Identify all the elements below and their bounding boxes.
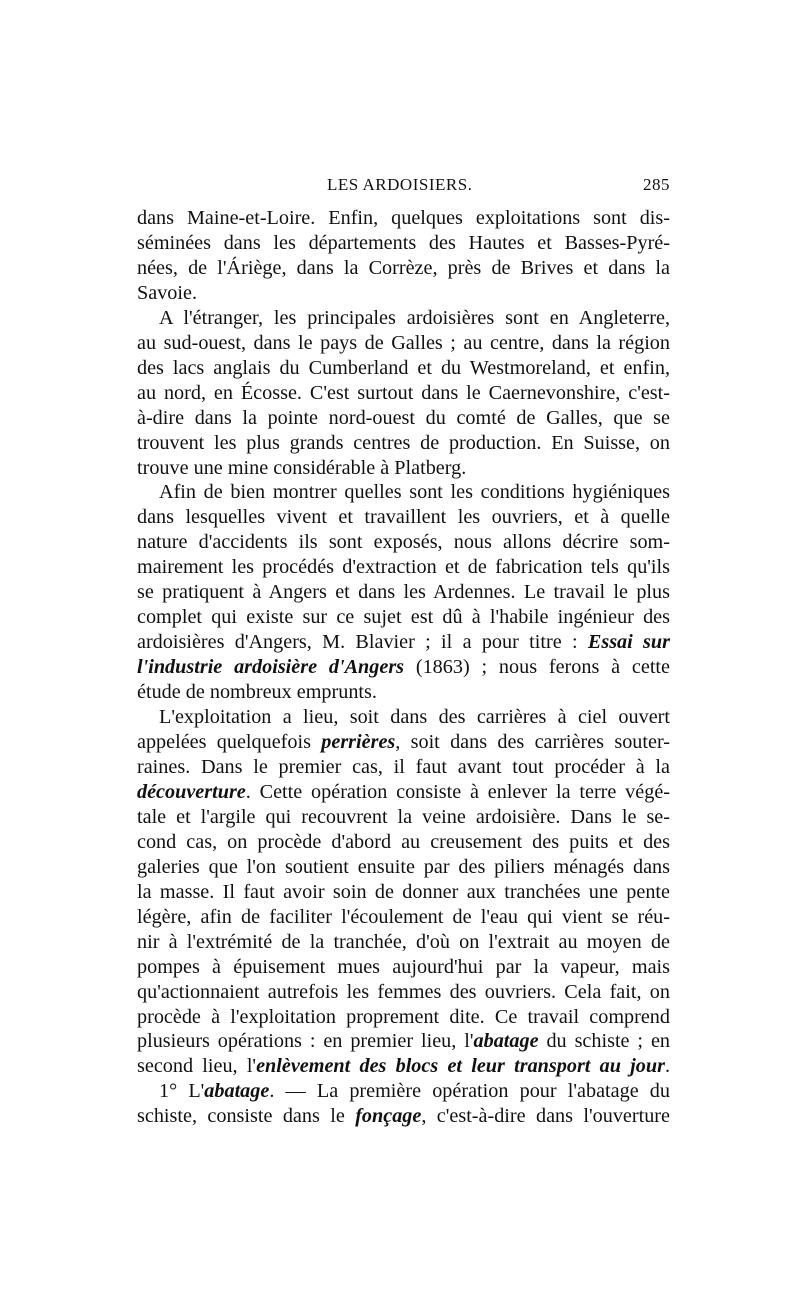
page-number: 285 xyxy=(643,175,670,194)
text-line: séminées dans les départements des Hautes et Basses-Pyré- xyxy=(137,231,670,254)
book-title-part: l'industrie ardoisière d'Angers xyxy=(137,656,405,679)
text-line: Afin de bien montrer quelles sont les conditions hygiéniques xyxy=(159,481,670,504)
text-line: 1° L'abatage. — La première opération pour l'abatage du xyxy=(159,1080,670,1103)
text-line: Savoie. xyxy=(137,281,197,304)
text-line: ardoisières d'Angers, M. Blavier ; il a pour titre : Essai sur xyxy=(137,631,670,654)
text-line: la masse. Il faut avoir soin de donner aux tranchées une pente xyxy=(137,880,670,903)
text-line: procède à l'exploitation proprement dite. Ce travail comprend xyxy=(137,1005,670,1028)
text-line: appelées quelquefois perrières, soit dans des carrières souter- xyxy=(137,731,670,754)
emphasis: découverture xyxy=(137,780,246,803)
book-title-part: Essai sur xyxy=(587,631,670,654)
emphasis: perrières xyxy=(321,731,396,754)
text-line: à-dire dans la pointe nord-ouest du comté de Galles, que se xyxy=(137,406,670,429)
text-line: l'industrie ardoisière d'Angers (1863) ; nous ferons à cette xyxy=(137,656,670,679)
text-line: raines. Dans le premier cas, il faut avant tout procéder à la xyxy=(137,755,670,778)
emphasis: fonçage xyxy=(355,1105,422,1128)
page-header xyxy=(137,175,670,199)
text-line: découverture. Cette opération consiste à enlever la terre végé- xyxy=(137,780,670,803)
text-line: tale et l'argile qui recouvrent la veine ardoisière. Dans le se- xyxy=(137,805,670,828)
text-line: au nord, en Écosse. C'est surtout dans le Caernevonshire, c'est- xyxy=(137,381,670,404)
text-line: dans lesquelles vivent et travaillent les ouvriers, et à quelle xyxy=(137,506,670,529)
text-line: mairement les procédés d'extraction et de fabrication tels qu'ils xyxy=(137,556,670,579)
text-line: étude de nombreux emprunts. xyxy=(137,681,377,704)
text-line: A l'étranger, les principales ardoisières sont en Angleterre, xyxy=(159,306,670,329)
text-line: cond cas, on procède d'abord au creusement des puits et des xyxy=(137,830,670,853)
emphasis: abatage xyxy=(473,1030,539,1053)
text-line: second lieu, l'enlèvement des blocs et leur transport au jour. xyxy=(137,1055,671,1078)
body-text xyxy=(137,206,670,1129)
text-line: nature d'accidents ils sont exposés, nous allons décrire som- xyxy=(137,531,670,554)
emphasis: abatage xyxy=(204,1080,270,1103)
text-line: schiste, consiste dans le fonçage, c'est-à-dire dans l'ouverture xyxy=(137,1105,670,1128)
text-line: dans Maine-et-Loire. Enfin, quelques exploitations sont dis- xyxy=(137,207,670,229)
text-line: trouvent les plus grands centres de production. En Suisse, on xyxy=(137,431,670,454)
text-line: trouve une mine considérable à Platberg. xyxy=(137,456,467,479)
text-line: des lacs anglais du Cumberland et du Westmoreland, et enfin, xyxy=(137,356,670,379)
text-line: plusieurs opérations : en premier lieu, l'abatage du schiste ; en xyxy=(137,1030,671,1053)
text-line: qu'actionnaient autrefois les femmes des ouvriers. Cela fait, on xyxy=(137,980,670,1003)
text-line: se pratiquent à Angers et dans les Ardennes. Le travail le plus xyxy=(137,581,670,604)
text-line: légère, afin de faciliter l'écoulement de l'eau qui vient se réu- xyxy=(137,905,670,928)
text-line: nées, de l'Áriège, dans la Corrèze, près de Brives et dans la xyxy=(137,256,670,279)
text-line: nir à l'extrémité de la tranchée, d'où on l'extrait au moyen de xyxy=(137,930,670,953)
text-line: complet qui existe sur ce sujet est dû à l'habile ingénieur des xyxy=(137,606,670,629)
text-line: galeries que l'on soutient ensuite par des piliers ménagés dans xyxy=(137,855,670,878)
running-title: LES ARDOISIERS. xyxy=(327,175,473,194)
text-line: pompes à épuisement mues aujourd'hui par la vapeur, mais xyxy=(137,955,670,978)
text-line: au sud-ouest, dans le pays de Galles ; au centre, dans la région xyxy=(137,331,670,354)
emphasis: enlèvement des blocs et leur transport au jour xyxy=(256,1055,665,1078)
text-line: L'exploitation a lieu, soit dans des carrières à ciel ouvert xyxy=(159,706,670,729)
